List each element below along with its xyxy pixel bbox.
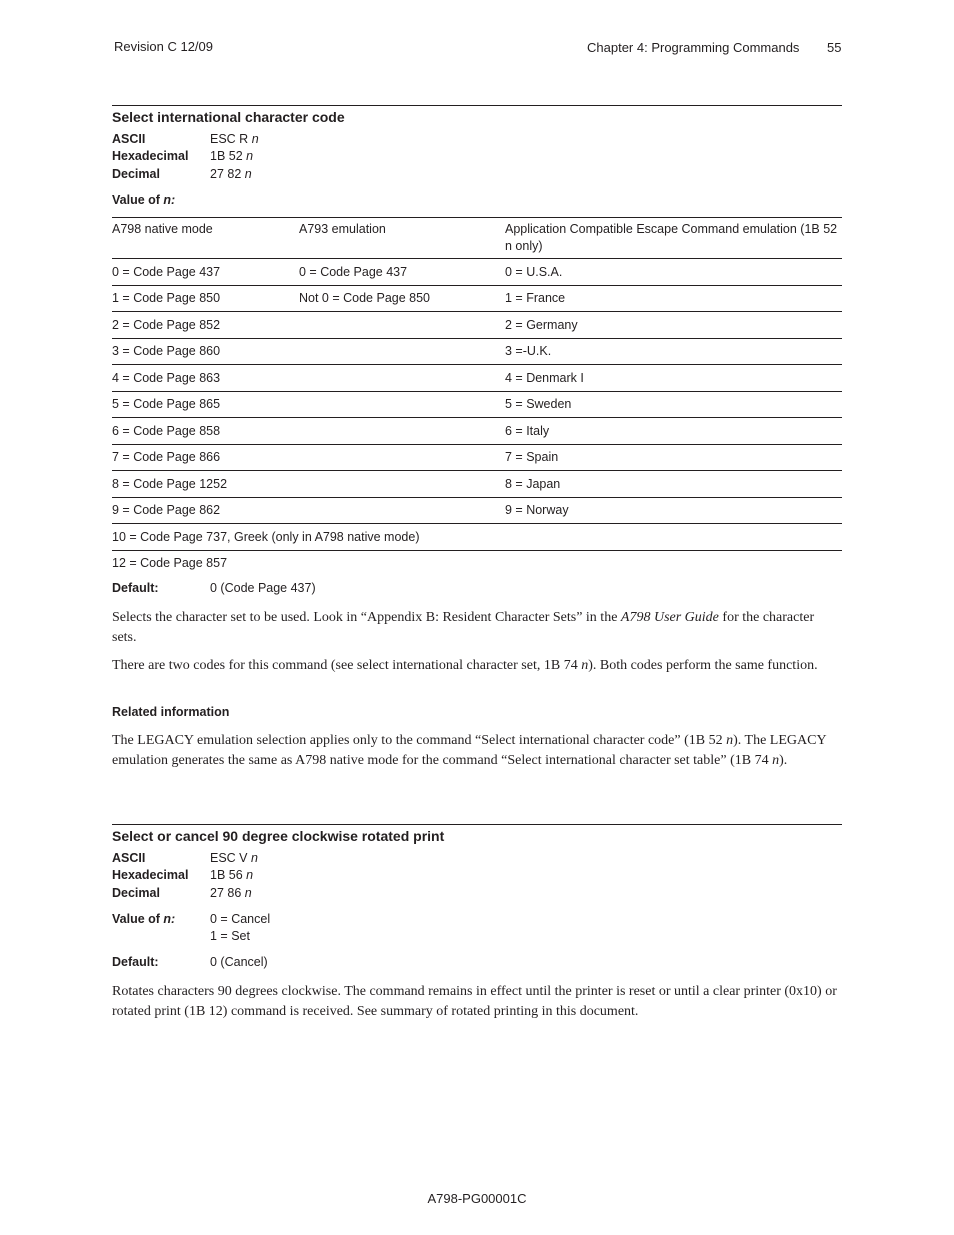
table-cell xyxy=(299,365,505,392)
ascii-value: ESC R n xyxy=(210,132,259,146)
table-row xyxy=(112,312,842,339)
table-cell: 2 = Code Page 852 xyxy=(112,317,221,332)
description-paragraph: Rotates characters 90 degrees clockwise. The command remains in effect until the printer is reset or until a clear printer (0x10) or rotated print (1B 12) command is received. See summary of rotated printing in this document. xyxy=(112,984,837,1019)
value-option: 0 = Cancel xyxy=(210,912,271,926)
hex-label: Hexadecimal xyxy=(112,868,189,882)
related-information-heading: Related information xyxy=(112,705,230,719)
table-row xyxy=(112,365,842,392)
hex-value: 1B 52 n xyxy=(210,149,254,163)
table-row xyxy=(112,550,842,576)
page-number: 55 xyxy=(827,40,842,55)
table-cell: 7 = Spain xyxy=(505,450,559,465)
section-title: Select international character code xyxy=(112,109,345,125)
value-option: 1 = Set xyxy=(210,929,250,943)
table-header-row xyxy=(112,218,842,259)
table-header-cell: Application Compatible Escape Command emulation (1B 52 n only) xyxy=(505,222,838,253)
table-cell: 6 = Code Page 858 xyxy=(112,423,221,438)
document-id: A798-PG00001C xyxy=(427,1191,527,1206)
table-cell: 3 = Code Page 860 xyxy=(112,344,221,359)
table-cell: 0 = U.S.A. xyxy=(505,264,563,279)
ascii-value: ESC V n xyxy=(210,851,258,865)
decimal-label: Decimal xyxy=(112,886,160,900)
table-row xyxy=(112,391,842,418)
table-cell: 8 = Code Page 1252 xyxy=(112,476,228,491)
table-cell: 0 = Code Page 437 xyxy=(299,264,408,279)
revision-label: Revision C 12/09 xyxy=(114,39,213,54)
table-cell xyxy=(299,471,505,498)
section-divider xyxy=(112,105,842,106)
table-cell: 5 = Sweden xyxy=(505,397,572,412)
table-cell: 12 = Code Page 857 xyxy=(112,556,228,571)
table-cell: 2 = Germany xyxy=(505,317,578,332)
default-value: 0 (Cancel) xyxy=(210,955,268,969)
table-row xyxy=(112,259,842,286)
table-row xyxy=(112,285,842,312)
description-paragraph: Selects the character set to be used. Look in “Appendix B: Resident Character Sets” in the A798 User Guide for the character sets. xyxy=(112,610,815,645)
table-cell xyxy=(299,444,505,471)
table-cell: 1 = France xyxy=(505,291,566,306)
table-cell: 4 = Denmark I xyxy=(505,370,584,385)
value-of-n-label: Value of n: xyxy=(112,912,176,926)
table-cell xyxy=(299,391,505,418)
hex-value: 1B 56 n xyxy=(210,868,254,882)
default-label: Default: xyxy=(112,955,159,969)
description-paragraph: There are two codes for this command (see select international character set, 1B 74 n). Both codes perform the same function. xyxy=(112,658,818,673)
table-cell: 9 = Norway xyxy=(505,503,569,518)
code-page-table xyxy=(112,217,842,576)
table-header-cell: A798 native mode xyxy=(112,222,213,236)
default-label: Default: xyxy=(112,581,159,595)
ascii-label: ASCII xyxy=(112,132,146,146)
default-value: 0 (Code Page 437) xyxy=(210,581,316,595)
section-divider xyxy=(112,824,842,825)
table-cell: 1 = Code Page 850 xyxy=(112,291,221,306)
table-cell: 10 = Code Page 737, Greek (only in A798 native mode) xyxy=(112,529,420,544)
table-header-cell: A793 emulation xyxy=(299,222,386,236)
table-row xyxy=(112,418,842,445)
table-cell: 4 = Code Page 863 xyxy=(112,370,221,385)
table-row xyxy=(112,497,842,524)
table-row xyxy=(112,471,842,498)
table-cell: Not 0 = Code Page 850 xyxy=(299,291,430,306)
table-cell xyxy=(299,497,505,524)
table-row xyxy=(112,524,842,551)
section-title: Select or cancel 90 degree clockwise rotated print xyxy=(112,828,445,844)
decimal-label: Decimal xyxy=(112,167,160,181)
table-cell xyxy=(299,312,505,339)
ascii-label: ASCII xyxy=(112,851,146,865)
decimal-value: 27 82 n xyxy=(210,167,252,181)
value-of-n-label: Value of n: xyxy=(112,193,176,207)
decimal-value: 27 86 n xyxy=(210,886,252,900)
table-cell: 6 = Italy xyxy=(505,423,550,438)
table-cell xyxy=(299,338,505,365)
table-row xyxy=(112,444,842,471)
table-cell: 9 = Code Page 862 xyxy=(112,503,221,518)
table-cell: 7 = Code Page 866 xyxy=(112,450,221,465)
table-cell: 5 = Code Page 865 xyxy=(112,397,221,412)
table-row xyxy=(112,338,842,365)
table-cell: 8 = Japan xyxy=(505,476,561,491)
table-cell: 0 = Code Page 437 xyxy=(112,264,221,279)
table-cell: 3 =-U.K. xyxy=(505,344,552,359)
related-information-paragraph: The LEGACY emulation selection applies only to the command “Select international character code” (1B 52 n). The LEGACY emulation generates the same as A798 native mode for the command “Select international character set table” (1B 74 n). xyxy=(112,733,827,768)
chapter-title: Chapter 4: Programming Commands xyxy=(587,40,800,55)
hex-label: Hexadecimal xyxy=(112,149,189,163)
table-cell xyxy=(299,418,505,445)
